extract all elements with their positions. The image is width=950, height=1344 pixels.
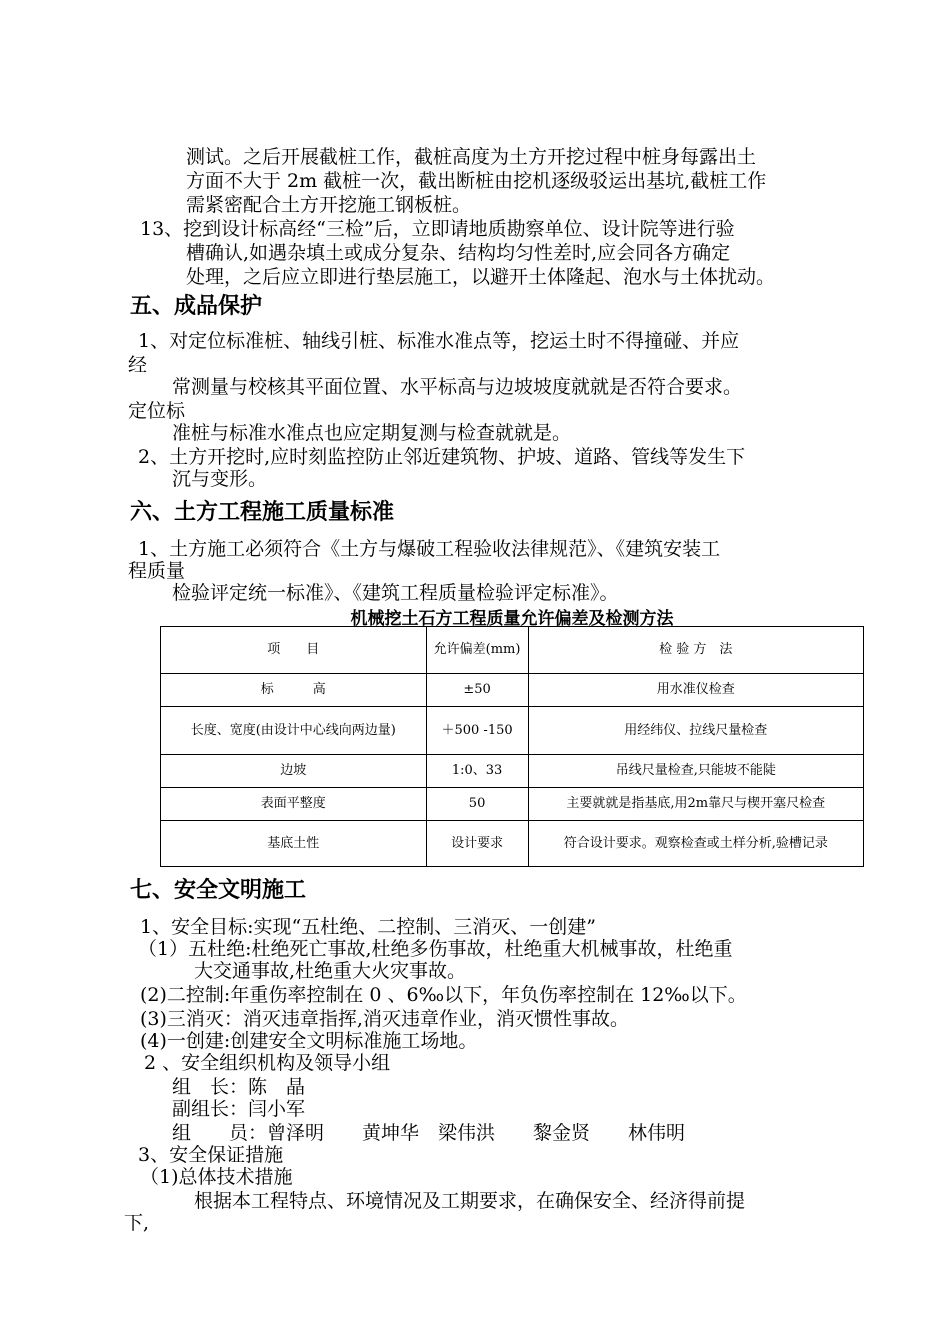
table-cell: 吊线尺量检查,只能坡不能陡 — [528, 755, 863, 788]
section-heading-7: 七、安全文明施工 — [130, 878, 307, 903]
body-line: 1、安全目标:实现“五杜绝、二控制、三消灭、一创建” — [140, 916, 596, 938]
table-cell: ＋500 -150 — [426, 707, 528, 755]
body-line: 3、安全保证措施 — [138, 1144, 284, 1166]
body-line: 程质量 — [128, 560, 186, 582]
body-line: 1、土方施工必须符合《土方与爆破工程验收法律规范》、《建筑安装工 — [138, 538, 721, 560]
table-row — [161, 788, 864, 821]
table-cell: ±50 — [426, 674, 528, 707]
body-line: 方面不大于 2m 截桩一次，截出断桩由挖机逐级驳运出基坑,截桩工作 — [186, 170, 767, 192]
body-line: 2 、安全组织机构及领导小组 — [144, 1052, 391, 1074]
quality-table — [160, 626, 864, 867]
header-cell: 检 验 方 法 — [528, 627, 863, 674]
body-line: (3)三消灭：消灭违章指挥,消灭违章作业，消灭惯性事故。 — [140, 1008, 629, 1030]
table-header-row — [161, 627, 864, 674]
header-cell: 允许偏差(mm) — [426, 627, 528, 674]
body-line: 2、土方开挖时,应时刻监控防止邻近建筑物、护坡、道路、管线等发生下 — [138, 446, 746, 468]
table-row — [161, 707, 864, 755]
table-cell: 用水准仪检查 — [528, 674, 863, 707]
body-line: (2)二控制:年重伤率控制在 0 、6‰以下，年负伤率控制在 12‰以下。 — [140, 984, 747, 1006]
table-cell: 设计要求 — [426, 821, 528, 867]
table-row — [161, 674, 864, 707]
body-line: 组 员：曾泽明 黄坤华 梁伟洪 黎金贤 林伟明 — [172, 1122, 686, 1144]
body-line: 大交通事故,杜绝重大火灾事故。 — [194, 960, 467, 982]
table-cell: 符合设计要求。观察检查或土样分析,验槽记录 — [528, 821, 863, 867]
body-line: 经 — [128, 354, 148, 376]
body-line: 根据本工程特点、环境情况及工期要求，在确保安全、经济得前提 — [194, 1190, 746, 1212]
body-line: 1、对定位标准桩、轴线引桩、标准水准点等，挖运土时不得撞碰、并应 — [138, 330, 740, 352]
table-cell: 1:0、33 — [426, 755, 528, 788]
body-line: 下, — [124, 1212, 150, 1234]
table-cell: 边坡 — [161, 755, 427, 788]
table-caption: 机械挖土石方工程质量允许偏差及检测方法 — [350, 609, 674, 629]
body-line: 检验评定统一标准》、《建筑工程质量检验评定标准》。 — [172, 582, 619, 604]
table-cell: 50 — [426, 788, 528, 821]
section-heading-6: 六、土方工程施工质量标准 — [130, 500, 395, 525]
body-line: 组 长：陈 晶 — [172, 1076, 306, 1098]
table-row — [161, 821, 864, 867]
body-line: 准桩与标准水准点也应定期复测与检查就就是。 — [172, 422, 572, 444]
section-heading-5: 五、成品保护 — [130, 294, 263, 319]
table-cell: 标 高 — [161, 674, 427, 707]
body-line: 沉与变形。 — [172, 468, 268, 490]
table-cell: 基底土性 — [161, 821, 427, 867]
body-line: 测试。之后开展截桩工作，截桩高度为土方开挖过程中桩身每露出土 — [186, 146, 757, 168]
body-line: 槽确认,如遇杂填土或成分复杂、结构均匀性差时,应会同各方确定 — [186, 242, 731, 264]
table-cell: 表面平整度 — [161, 788, 427, 821]
body-line: 处理，之后应立即进行垫层施工，以避开土体隆起、泡水与土体扰动。 — [186, 266, 776, 288]
table-row — [161, 755, 864, 788]
header-cell: 项 目 — [161, 627, 427, 674]
body-line: 需紧密配合土方开挖施工钢板桩。 — [186, 194, 472, 216]
table-cell: 主要就就是指基底,用2m靠尺与楔开塞尺检查 — [528, 788, 863, 821]
body-line: 常测量与校核其平面位置、水平标高与边坡坡度就就是否符合要求。 — [172, 376, 743, 398]
body-line: （1）五杜绝:杜绝死亡事故,杜绝多伤事故，杜绝重大机械事故，杜绝重 — [138, 938, 733, 960]
table-cell: 长度、宽度(由设计中心线向两边量) — [161, 707, 427, 755]
body-line: (4)一创建:创建安全文明标准施工场地。 — [140, 1030, 478, 1052]
body-line: 定位标 — [128, 400, 186, 422]
body-line: 副组长：闫小军 — [172, 1098, 306, 1120]
body-line: 13、挖到设计标高经“三检”后，立即请地质勘察单位、设计院等进行验 — [140, 218, 735, 240]
body-line: （1)总体技术措施 — [140, 1166, 293, 1188]
table-cell: 用经纬仪、拉线尺量检查 — [528, 707, 863, 755]
